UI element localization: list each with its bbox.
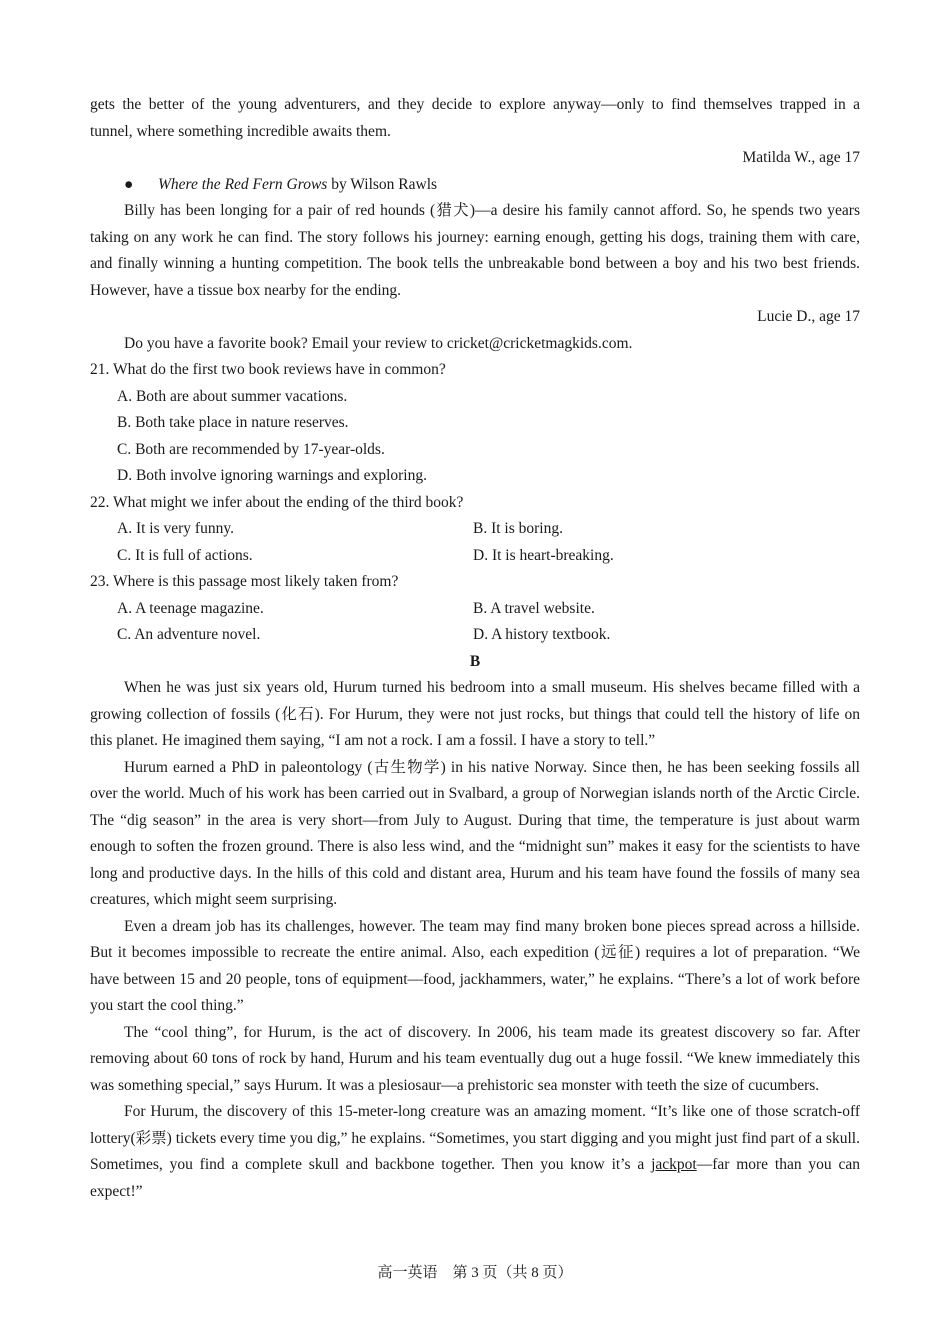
section-b-paragraph-1: When he was just six years old, Hurum turned his bedroom into a small museum. His shelves became filled with a growing collection of fossils (化石). For Hurum, they were not just rocks, but things that could tell the history of life on this planet. He imagined them saying, “I am not a rock. I am a fossil. I have a story to tell.” [90,679,860,749]
underlined-word-jackpot: jackpot [651,1156,697,1173]
question-23-option-a: A. A teenage magazine. [117,599,264,617]
question-21-stem: 21. What do the first two book reviews have in common? [90,361,446,378]
section-b-paragraph-3: Even a dream job has its challenges, however. The team may find many broken bone pieces spread across a hillside. But it becomes impossible to recreate the entire animal. Also, each expedition (远征) requires a lot of preparation. “We have between 15 and 20 people, tons of equipment—food, jackhammers, water,” he explains. “There’s a lot of work before you start the cool thing.” [90,917,860,1014]
question-22-stem: 22. What might we infer about the ending of the third book? [90,493,464,511]
section-b-heading: B [469,652,481,670]
question-23-option-d: D. A history textbook. [473,626,611,643]
paragraph-5-end: —far more than you can expect!” [90,1156,860,1200]
review3-author: Lucie D., age 17 [757,308,860,325]
review-invitation: Do you have a favorite book? Email your review to cricket@cricketmagkids.com. [124,334,633,352]
book-title: Where the Red Fern Grows [158,175,328,193]
question-21-option-b: B. Both take place in nature reserves. [117,414,349,431]
question-23-option-b: B. A travel website. [473,599,595,617]
question-22-options-row2 [90,543,860,570]
question-22-option-c: C. It is full of actions. [117,546,253,564]
question-23-options-row2 [90,622,860,649]
section-b-paragraph-5 [90,1099,860,1205]
bullet-icon: ● [124,175,134,193]
review2-continuation-line2: tunnel, where something incredible awaits them. [90,122,391,140]
question-23-option-c: C. An adventure novel. [117,626,261,643]
question-22-option-a: A. It is very funny. [117,520,234,537]
book-author: by Wilson Rawls [327,175,438,193]
section-b-paragraph-2: Hurum earned a PhD in paleontology (古生物学) in his native Norway. Since then, he has been seeking fossils all over the world. Much of his work has been carried out in Svalbard, a group of Norwegian islands north of the Arctic Circle. The “dig season” in the area is very short—from July to August. During that time, the temperature is just about warm enough to soften the frozen ground. There is also less wind, and the “midnight sun” makes it easy for the scientists to have long and productive days. In the hills of this cold and distant area, Hurum and his team have found the fossils of many sea creatures, which might seem surprising. [90,758,860,908]
question-22-options-row1 [90,516,860,543]
question-21-option-d: D. Both involve ignoring warnings and exploring. [117,467,427,484]
review2-author: Matilda W., age 17 [742,149,860,166]
question-21-option-c: C. Both are recommended by 17-year-olds. [117,440,385,458]
question-21-option-a: A. Both are about summer vacations. [117,387,348,405]
review2-continuation-line1: gets the better of the young adventurers, and they decide to explore anyway—only to find themselves trapped in a [90,96,860,113]
section-b-paragraph-4: The “cool thing”, for Hurum, is the act of discovery. In 2006, his team made its greatest discovery so far. After removing about 60 tons of rock by hand, Hurum and his team eventually dug out a huge fossil. “We knew immediately this was something special,” says Hurum. It was a plesiosaur—a prehistoric sea monster with teeth the size of cucumbers. [90,1023,860,1094]
exam-page [90,92,860,1205]
page-footer: 高一英语 第 3 页（共 8 页） [377,1265,573,1281]
question-23-stem: 23. Where is this passage most likely taken from? [90,573,399,590]
question-22-option-b: B. It is boring. [473,520,563,537]
question-23-options-row1 [90,596,860,623]
paragraph-5-text: For Hurum, the discovery of this 15-meter-long creature was an amazing moment. “It’s like one of those scratch-off lottery(彩票) tickets every time you dig,” he explains. “Sometimes, you start digging and you might just find part of a skull. Sometimes, you find a complete skull and backbone together. Then you know it’s a [90,1103,860,1173]
question-22-option-d: D. It is heart-breaking. [473,546,614,564]
review3-text: Billy has been longing for a pair of red hounds (猎犬)—a desire his family cannot afford. So, he spends two years taking on any work he can find. The story follows his journey: earning enough, getting his dogs, training them with care, and finally winning a hunting competition. The book tells the unbreakable bond between a boy and his two best friends. However, have a tissue box nearby for the ending. [90,202,860,299]
review3-title-line [90,172,860,199]
